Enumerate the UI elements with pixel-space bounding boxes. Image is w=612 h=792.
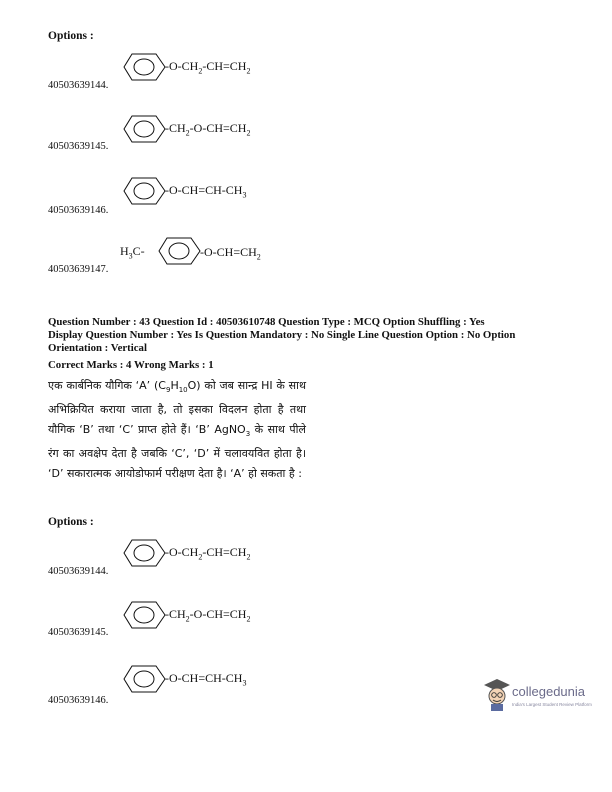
option-id: 40503639145.: [48, 627, 109, 638]
option-id: 40503639146.: [48, 695, 109, 706]
structure-option-146: [123, 664, 313, 694]
benzene-ring-icon: [123, 52, 167, 82]
options-label: Options :: [48, 516, 94, 528]
structure-option-145: [123, 600, 313, 630]
benzene-ring-icon: [123, 664, 167, 694]
structure-option-145: [123, 114, 313, 144]
option-id: 40503639147.: [48, 264, 109, 275]
option-id: 40503639144.: [48, 566, 109, 577]
benzene-ring-icon: [123, 176, 167, 206]
structure-option-146: [123, 176, 313, 206]
benzene-ring-icon: [158, 236, 202, 266]
options-label: Options :: [48, 30, 94, 42]
meta-line: Question Number : 43 Question Id : 40503610748 Question Type : MCQ Option Shuffling : Yes: [48, 316, 485, 328]
formula: $-O-CH=CH_2$: [200, 245, 261, 262]
benzene-ring-icon: [123, 538, 167, 568]
benzene-ring-icon: [123, 600, 167, 630]
meta-line: Display Question Number : Yes Is Question Mandatory : No Single Line Question Option : No Option: [48, 329, 516, 341]
structure-option-144: [123, 52, 313, 82]
logo-wordmark: collegedunia: [512, 684, 586, 699]
formula: $-O-CH=CH-CH_3$: [165, 671, 247, 688]
meta-line: Orientation : Vertical: [48, 342, 147, 354]
methyl-prefix: $H_3C-$: [120, 244, 145, 261]
option-id: 40503639144.: [48, 80, 109, 91]
option-id: 40503639146.: [48, 205, 109, 216]
graduate-mascot-icon: [482, 676, 512, 712]
marks-line: Correct Marks : 4 Wrong Marks : 1: [48, 359, 214, 371]
structure-option-147: [120, 236, 320, 266]
collegedunia-logo: [482, 676, 607, 718]
structure-option-144: [123, 538, 313, 568]
logo-tagline: India's Largest Student Review Platform: [512, 702, 592, 707]
question-meta: [48, 316, 578, 355]
formula: $-O-CH=CH-CH_3$: [165, 183, 247, 200]
formula: $-O-CH_2-CH=CH_2$: [165, 59, 251, 76]
formula: $-CH_2-O-CH=CH_2$: [165, 121, 251, 138]
formula: $-CH_2-O-CH=CH_2$: [165, 607, 251, 624]
benzene-ring-icon: [123, 114, 167, 144]
question-text: एक कार्बनिक यौगिक ‘A’ $(C_9H_{10}O)$ को जब सान्द्र HI के साथ अभिक्रियित कराया जाता है, तो इसका विदलन होता है तथा यौगिक ‘B’ तथा ‘C’ प्राप्त होते हैं। ‘B’ AgNO$_3$ के साथ पीले रंग का अवक्षेप देता है जबकि ‘C’, ‘D’ में चलावयवित होता है। ‘D’ सकारात्मक आयोडोफार्म परीक्षण देता है। ‘A’ हो सकता है :: [48, 379, 306, 481]
formula: $-O-CH_2-CH=CH_2$: [165, 545, 251, 562]
option-id: 40503639145.: [48, 141, 109, 152]
